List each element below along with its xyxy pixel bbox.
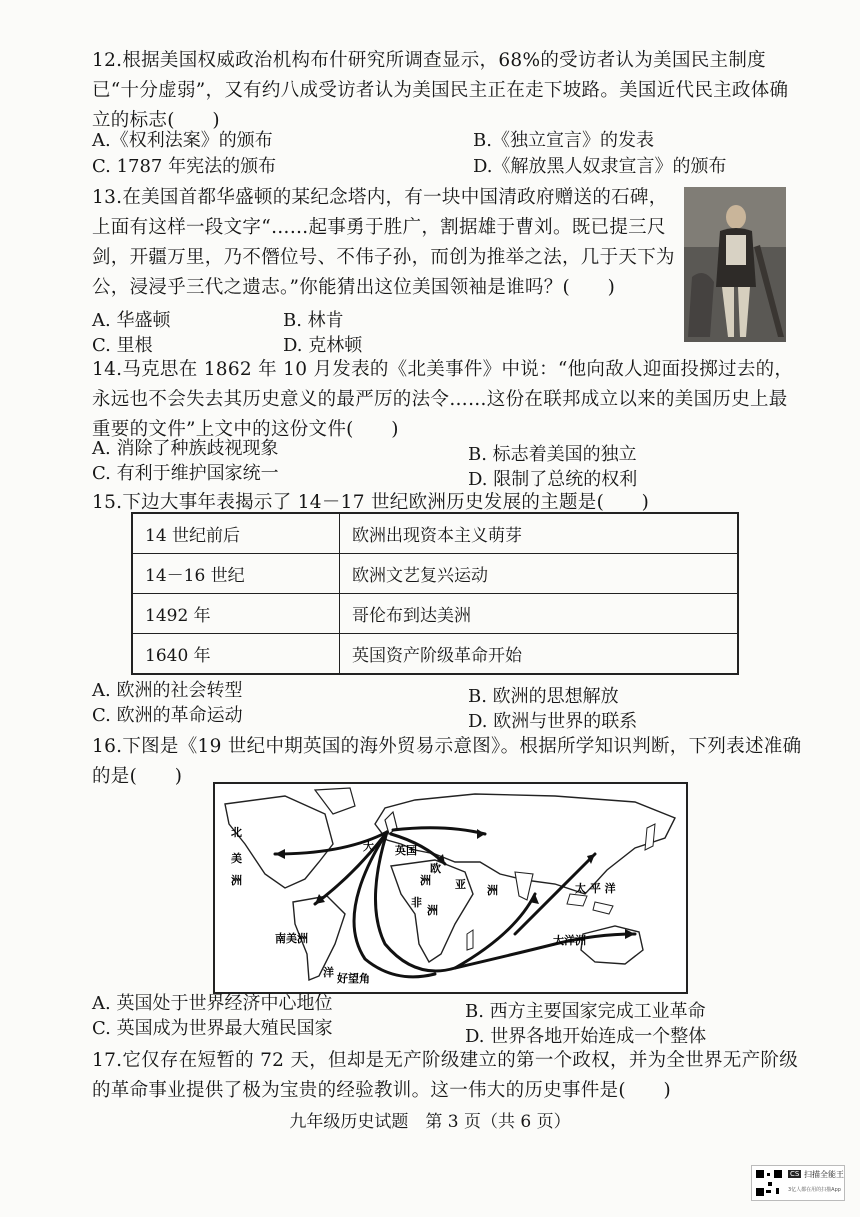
table-cell-event: 欧洲出现资本主义萌芽 [340,513,739,554]
question-15-stem: 15.下边大事年表揭示了 14－17 世纪欧洲历史发展的主题是( ) [92,492,650,513]
question-12-option-a: A.《权利法案》的颁布 [92,130,273,151]
portrait-figure-icon [684,187,786,342]
table-cell-date: 1492 年 [132,594,340,634]
question-13-option-d: D. 克林顿 [283,335,363,356]
map-label-cape-of-good-hope: 好望角 [337,972,370,985]
question-13-stem: 13.在美国首都华盛顿的某纪念塔内，有一块中国清政府赠送的石碑，上面有这样一段文字“……起事勇于胜广，割据雄于曹刘。既已提三尺剑，开疆万里，乃不僭位号、不伟子孙，而创为推举之法，几于天下为公，浸浸乎三代之遗志。”你能猜出这位美国领袖是谁吗？( ) [92,187,675,298]
question-16-option-d: D. 世界各地开始连成一个整体 [465,1026,707,1047]
question-12-option-c: C. 1787 年宪法的颁布 [92,156,277,177]
question-16-option-a: A. 英国处于世界经济中心地位 [92,993,333,1014]
question-13-option-b: B. 林肯 [283,310,344,331]
map-label-asia: 亚 [455,878,466,891]
table-cell-date: 1640 年 [132,634,340,675]
world-map-graphic [215,784,686,992]
question-12-option-d: D.《解放黑人奴隶宣言》的颁布 [473,156,727,177]
watermark-badge: CS [790,1170,800,1178]
question-14-option-c: C. 有利于维护国家统一 [92,463,279,484]
map-label-africa: 洲 [427,904,438,917]
chronology-table [131,512,739,675]
map-label-pacific: 太 平 洋 [575,882,616,895]
trade-route-map [213,782,688,994]
watermark-subtitle: 3亿人都在用的扫描App [788,1187,841,1193]
question-12-stem: 12.根据美国权威政治机构布什研究所调查显示，68%的受访者认为美国民主制度已“十分虚弱”，又有约八成受访者认为美国民主正在走下坡路。美国近代民主政体确立的标志( ) [92,50,789,131]
question-17-stem: 17.它仅存在短暂的 72 天，但却是无产阶级建立的第一个政权，并为全世界无产阶级的革命事业提供了极为宝贵的经验教训。这一伟大的历史事件是( ) [92,1050,799,1101]
question-15-option-c: C. 欧洲的革命运动 [92,705,243,726]
table-row [132,513,738,554]
map-label-yang: 洋 [323,966,334,979]
qr-code-icon [754,1168,784,1198]
question-15-option-b: B. 欧洲的思想解放 [468,686,619,707]
question-14-option-b: B. 标志着美国的独立 [468,444,637,465]
map-label-south-america: 南美洲 [275,932,308,945]
question-16-stem: 16.下图是《19 世纪中期英国的海外贸易示意图》。根据所学知识判断，下列表述准确的是( ) [92,736,802,787]
map-label-north-america: 洲 [231,874,242,887]
table-cell-event: 欧洲文艺复兴运动 [340,554,739,594]
table-cell-date: 14－16 世纪 [132,554,340,594]
map-label-da: 大 [363,840,374,853]
table-row [132,594,738,634]
table-cell-event: 哥伦布到达美洲 [340,594,739,634]
map-label-north-america: 北 [231,826,242,839]
map-label-oceania: 大洋洲 [553,934,586,947]
question-16-option-b: B. 西方主要国家完成工业革命 [465,1001,706,1022]
question-16-option-c: C. 英国成为世界最大殖民国家 [92,1018,333,1039]
question-14-option-a: A. 消除了种族歧视现象 [92,438,279,459]
map-label-north-america: 美 [231,852,242,865]
map-label-europe: 欧 [430,862,441,875]
page-footer: 九年级历史试题 第 3 页（共 6 页） [289,1112,571,1132]
map-label-britain: 英国 [395,844,417,857]
question-15-option-d: D. 欧洲与世界的联系 [468,711,638,732]
map-label-asia: 洲 [487,884,498,897]
question-14-stem: 14.马克思在 1862 年 10 月发表的《北美事件》中说：“他向敌人迎面投掷过去的，永远也不会失去其历史意义的最严厉的法令……这份在联邦成立以来的美国历史上最重要的文件”上文中的这份文件( ) [92,359,794,440]
question-13-option-c: C. 里根 [92,335,153,356]
question-12-option-b: B.《独立宣言》的发表 [473,130,654,151]
table-row [132,634,738,675]
map-label-europe: 洲 [420,874,431,887]
map-label-africa: 非 [411,896,422,909]
table-cell-event: 英国资产阶级革命开始 [340,634,739,675]
washington-portrait-image [684,187,786,342]
question-14-option-d: D. 限制了总统的权利 [468,469,638,490]
scanner-watermark [751,1165,845,1201]
table-cell-date: 14 世纪前后 [132,513,340,554]
watermark-title: 扫描全能王 [804,1170,844,1179]
table-row [132,554,738,594]
question-15-option-a: A. 欧洲的社会转型 [92,680,243,701]
question-13-option-a: A. 华盛顿 [92,310,171,331]
